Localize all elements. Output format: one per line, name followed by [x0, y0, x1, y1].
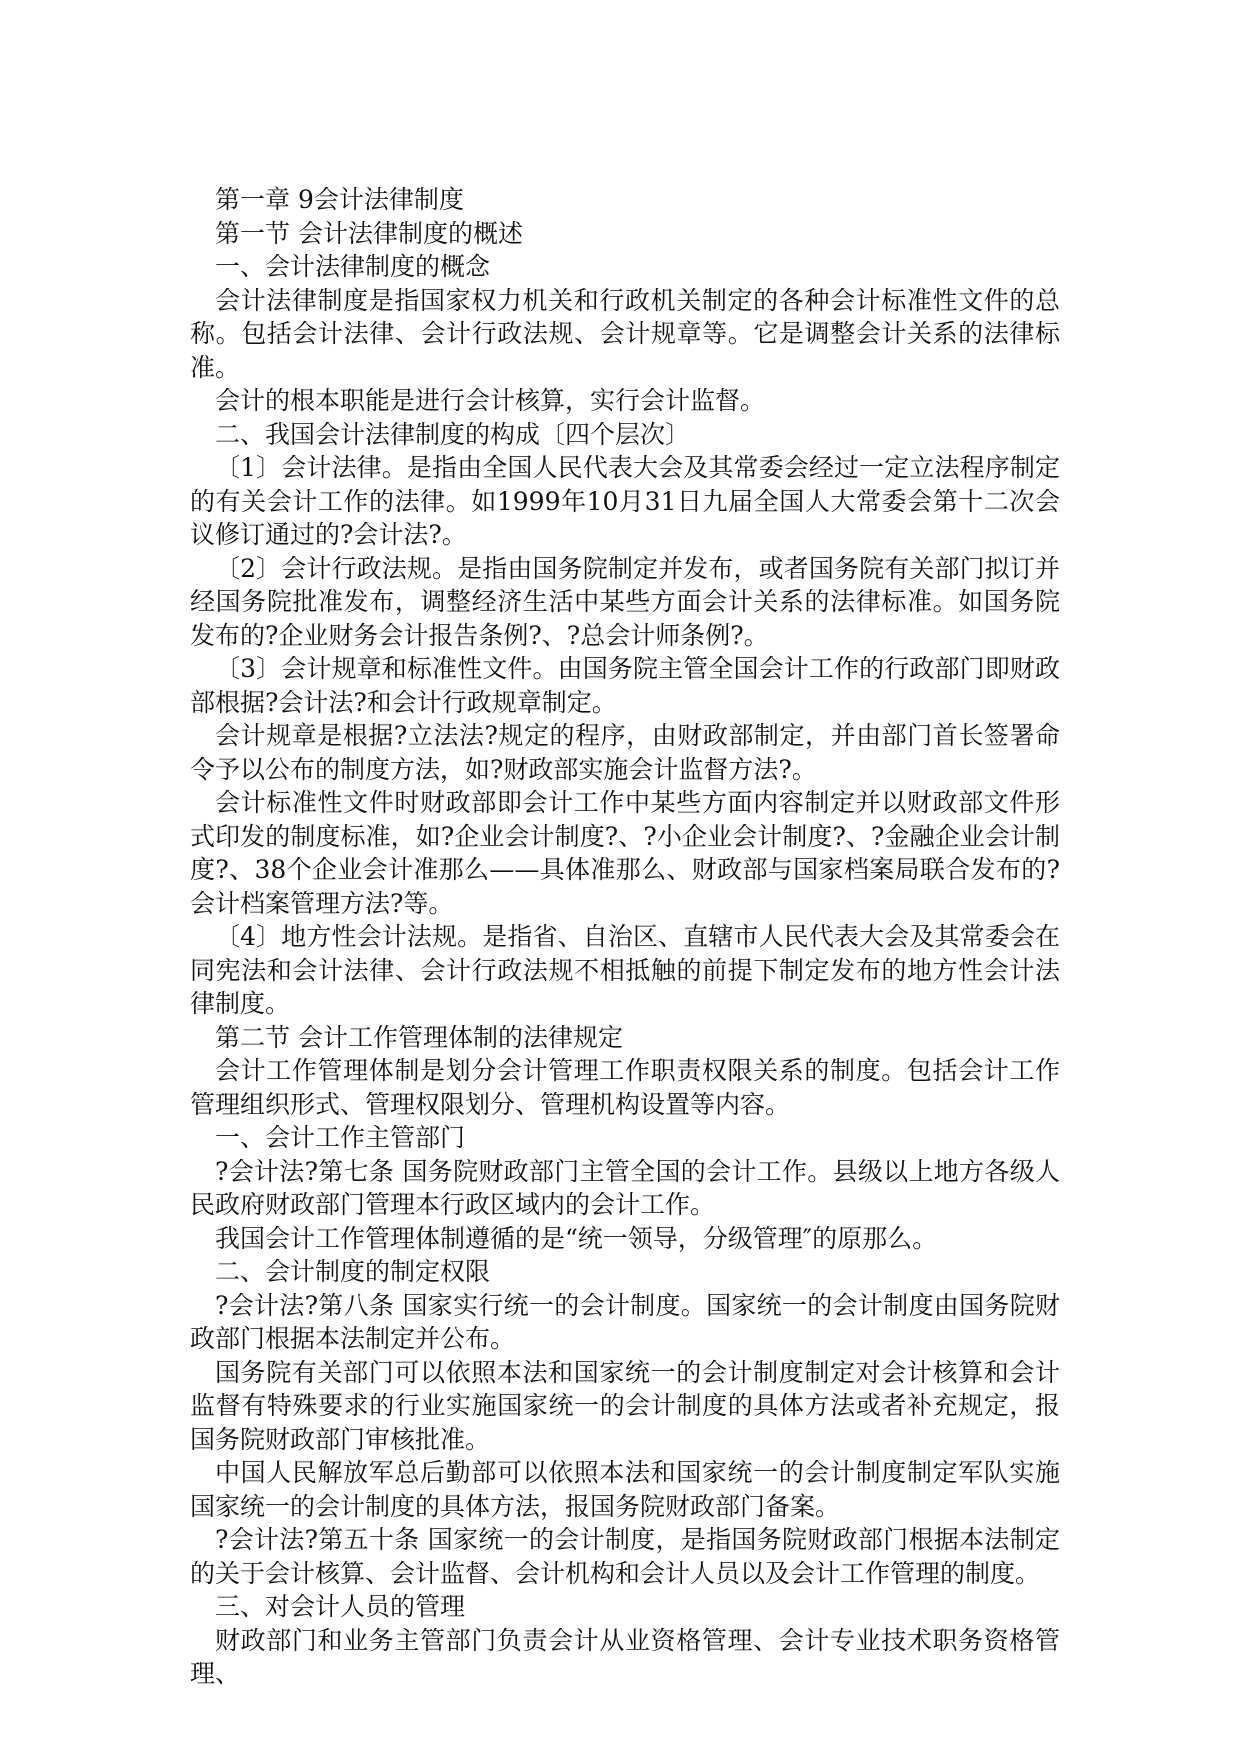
body-paragraph: 〔1〕会计法律。是指由全国人民代表大会及其常委会经过一定立法程序制定的有关会计工作的法律。如1999年10月31日九届全国人大常委会第十二次会议修订通过的?会计法?。	[190, 453, 1060, 549]
body-paragraph: 会计标准性文件时财政部即会计工作中某些方面内容制定并以财政部文件形式印发的制度标准，如?企业会计制度?、?小企业会计制度?、?金融企业会计制度?、38个企业会计准那么——具体准那么、财政部与国家档案局联合发布的?会计档案管理方法?等。	[190, 788, 1060, 918]
chapter-title: 第一章 9会计法律制度	[215, 185, 464, 214]
body-paragraph: 〔3〕会计规章和标准性文件。由国务院主管全国会计工作的行政部门即财政部根据?会计法?和会计行政规章制定。	[190, 654, 1060, 717]
body-paragraph: 会计规章是根据?立法法?规定的程序，由财政部制定，并由部门首长签署命令予以公布的制度方法，如?财政部实施会计监督方法?。	[190, 721, 1060, 784]
subsection-heading: 二、我国会计法律制度的构成〔四个层次〕	[215, 419, 691, 449]
subsection-heading: 三、对会计人员的管理	[215, 1592, 466, 1621]
document-body	[190, 183, 1060, 1691]
body-paragraph: 财政部门和业务主管部门负责会计从业资格管理、会计专业技术职务资格管理、	[190, 1625, 1060, 1688]
subsection-heading: 二、会计制度的制定权限	[215, 1257, 491, 1286]
body-paragraph: 会计工作管理体制是划分会计管理工作职责权限关系的制度。包括会计工作管理组织形式、管理权限划分、管理机构设置等内容。	[190, 1056, 1060, 1119]
subsection-heading: 一、会计法律制度的概念	[215, 252, 491, 281]
body-paragraph: ?会计法?第七条 国务院财政部门主管全国的会计工作。县级以上地方各级人民政府财政部门管理本行政区域内的会计工作。	[190, 1156, 1060, 1219]
section-heading: 第二节 会计工作管理体制的法律规定	[215, 1022, 623, 1052]
body-paragraph: 我国会计工作管理体制遵循的是“统一领导，分级管理″的原那么。	[215, 1223, 938, 1253]
body-paragraph: 会计法律制度是指国家权力机关和行政机关制定的各种会计标准性文件的总称。包括会计法律、会计行政法规、会计规章等。它是调整会计关系的法律标准。	[190, 285, 1060, 382]
body-paragraph: 中国人民解放军总后勤部可以依照本法和国家统一的会计制度制定军队实施国家统一的会计制度的具体方法，报国务院财政部门备案。	[190, 1458, 1060, 1521]
subsection-heading: 一、会计工作主管部门	[215, 1123, 466, 1152]
body-paragraph: 〔2〕会计行政法规。是指由国务院制定并发布，或者国务院有关部门拟订并经国务院批准发布，调整经济生活中某些方面会计关系的法律标准。如国务院发布的?企业财务会计报告条例?、?总会计师条例?。	[190, 553, 1060, 650]
body-paragraph: 国务院有关部门可以依照本法和国家统一的会计制度制定对会计核算和会计监督有特殊要求的行业实施国家统一的会计制度的具体方法或者补充规定，报国务院财政部门审核批准。	[190, 1357, 1060, 1454]
section-heading: 第一节 会计法律制度的概述	[215, 218, 523, 248]
body-paragraph: 会计的根本职能是进行会计核算，实行会计监督。	[215, 386, 766, 415]
body-paragraph: ?会计法?第五十条 国家统一的会计制度，是指国务院财政部门根据本法制定的关于会计核算、会计监督、会计机构和会计人员以及会计工作管理的制度。	[190, 1525, 1060, 1588]
body-paragraph: 〔4〕地方性会计法规。是指省、自治区、直辖市人民代表大会及其常委会在同宪法和会计法律、会计行政法规不相抵触的前提下制定发布的地方性会计法律制度。	[190, 922, 1060, 1018]
body-paragraph: ?会计法?第八条 国家实行统一的会计制度。国家统一的会计制度由国务院财政部门根据本法制定并公布。	[190, 1290, 1060, 1353]
